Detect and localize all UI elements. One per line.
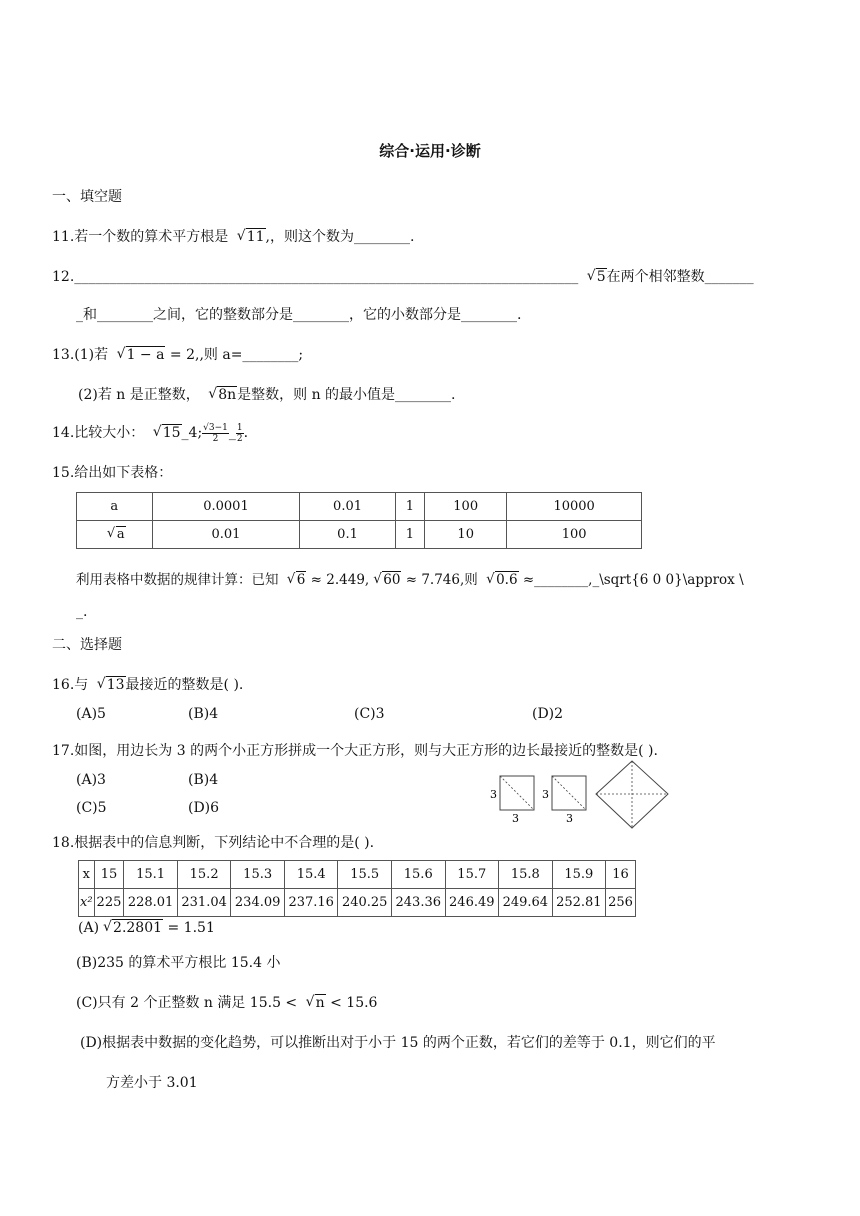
table-cell: 225: [94, 889, 124, 917]
q17-option-a[interactable]: (A)3: [76, 772, 106, 788]
question-14: [52, 422, 248, 444]
q12-line1-post: 在两个相邻整数_______: [606, 269, 754, 285]
question-12-line2: _和________之间，它的整数部分是________，它的小数部分是________.: [76, 307, 522, 323]
q18-option-d-line2: 方差小于 3.01: [106, 1075, 198, 1091]
table-cell: 0.0001: [152, 493, 300, 521]
q17-option-c[interactable]: (C)5: [76, 800, 107, 816]
table-cell: 15.8: [499, 861, 553, 889]
table-cell: 15.9: [552, 861, 606, 889]
q15-calc-line2: _.: [76, 604, 88, 620]
question-16: 16.与 √ 13最接近的整数是( ).: [52, 674, 243, 694]
q14-fraction-2: $\frac{1}{2}$: [236, 422, 243, 444]
question-13-part1: [52, 344, 303, 364]
fig-label-bottom-2: 3: [566, 812, 573, 825]
q18-optC-sqrt: √ n: [306, 995, 326, 1011]
table-cell: 231.04: [177, 889, 231, 917]
table-cell: 237.16: [284, 889, 338, 917]
question-13-part2: [78, 384, 456, 404]
q15-calc-pre: 利用表格中数据的规律计算：已知: [76, 572, 279, 588]
q13-p2-sqrt: √ 8n: [208, 387, 237, 403]
table-row: [77, 521, 642, 549]
question-11: [52, 226, 414, 246]
q13-p2-pre: (2)若 n 是正整数，: [78, 387, 200, 403]
table-cell: 15.4: [284, 861, 338, 889]
table-cell: a: [77, 493, 153, 521]
q18-option-a[interactable]: (A)√ 2.2801 = 1.51: [78, 920, 215, 936]
q13-p1-sqrt: √ 1 − a: [117, 347, 166, 363]
table-cell: 249.64: [499, 889, 553, 917]
q14-mid: _4;: [181, 425, 203, 441]
q16-option-d[interactable]: (D)2: [532, 706, 564, 722]
q16-sqrt: √ 13: [97, 677, 126, 693]
fig-label-bottom-1: 3: [512, 812, 519, 825]
q13-p1-pre: 13.(1)若: [52, 347, 109, 363]
table-cell: 15.3: [231, 861, 285, 889]
q14-sqrt: √ 15: [153, 425, 182, 441]
q13-p1-post: = 2,,则 a=________;: [165, 347, 304, 363]
q17-option-d[interactable]: (D)6: [188, 800, 220, 816]
q14-fraction-1: $\frac{√3-1}{2}$: [203, 422, 228, 444]
table-cell: 10000: [507, 493, 642, 521]
q18-option-c[interactable]: (C)只有 2 个正整数 n 满足 15.5 < √ n < 15.6: [76, 992, 377, 1012]
table-cell: x: [79, 861, 95, 889]
q16-option-a[interactable]: (A)5: [76, 706, 106, 722]
q17-option-b[interactable]: (B)4: [188, 772, 219, 788]
section-fill-heading: 一、填空题: [52, 189, 122, 205]
q15-sqrt-0.6: √ 0.6: [486, 572, 518, 588]
q18-option-d[interactable]: (D)根据表中数据的变化趋势，可以推断出对于小于 15 的两个正数，若它们的差等于 0.1，则它们的平: [80, 1035, 716, 1051]
section-choice-heading: 二、选择题: [52, 637, 122, 653]
q11-text-post: ,，则这个数为________.: [265, 229, 415, 245]
table-cell: √ a: [77, 521, 153, 549]
table-row: [79, 889, 636, 917]
q15-sqrt-60: √ 60: [373, 572, 401, 588]
fig-label-left-2: 3: [542, 788, 549, 801]
table-cell: 100: [507, 521, 642, 549]
question-12-line1: [52, 266, 754, 286]
table-cell: 246.49: [445, 889, 499, 917]
q15-sqrt-6: √ 6: [287, 572, 307, 588]
question-18: 18.根据表中的信息判断，下列结论中不合理的是( ).: [52, 835, 375, 851]
table-cell: 15: [94, 861, 124, 889]
table-cell: 10: [425, 521, 507, 549]
q17-squares-figure: [486, 758, 672, 830]
q14-end: .: [243, 425, 249, 441]
table-cell: 252.81: [552, 889, 606, 917]
table-cell: 15.6: [391, 861, 445, 889]
q12-blank-line: 12.________________________________________________________________________: [52, 269, 579, 285]
table-cell: 0.1: [300, 521, 395, 549]
question-15-intro: 15.给出如下表格：: [52, 465, 173, 481]
table-cell: 240.25: [338, 889, 392, 917]
table-cell: 16: [606, 861, 636, 889]
q16-option-b[interactable]: (B)4: [188, 706, 219, 722]
q15-table: [76, 492, 642, 549]
q15-calc-line: 利用表格中数据的规律计算：已知 √ 6 ≈ 2.449,√ 60 ≈ 7.746,则 √ 0.6 ≈________,_\sqrt{6 0 0}\approx \: [76, 568, 744, 588]
q16-option-c[interactable]: (C)3: [354, 706, 385, 722]
table-cell: 15.5: [338, 861, 392, 889]
table-cell: 15.2: [177, 861, 231, 889]
table-cell: 256: [606, 889, 636, 917]
q11-text-pre: 11.若一个数的算术平方根是: [52, 229, 229, 245]
q14-pre: 14.比较大小：: [52, 425, 145, 441]
q18-table: [78, 860, 636, 917]
table-row: [77, 493, 642, 521]
table-cell: 100: [425, 493, 507, 521]
q14-sep: _: [228, 425, 236, 441]
q13-p2-post: 是整数，则 n 的最小值是________.: [237, 387, 456, 403]
table-cell: 0.01: [300, 493, 395, 521]
q12-sqrt: √ 5: [587, 269, 607, 285]
question-17: 17.如图，用边长为 3 的两个小正方形拼成一个大正方形，则与大正方形的边长最接近的整数是( ).: [52, 743, 658, 759]
table-cell: 1: [395, 521, 425, 549]
q11-sqrt: √ 11: [237, 229, 266, 245]
table-cell: 15.1: [124, 861, 178, 889]
table-cell: x²: [79, 889, 95, 917]
q18-optA-sqrt: √ 2.2801: [103, 920, 163, 936]
fig-label-left-1: 3: [490, 788, 497, 801]
table-cell: 15.7: [445, 861, 499, 889]
table-cell: 243.36: [391, 889, 445, 917]
q18-option-b[interactable]: (B)235 的算术平方根比 15.4 小: [76, 955, 281, 971]
page-title: 综合·运用·诊断: [379, 142, 481, 160]
table-cell: 228.01: [124, 889, 178, 917]
table-cell: 1: [395, 493, 425, 521]
table-row: [79, 861, 636, 889]
table-cell: 234.09: [231, 889, 285, 917]
table-cell: 0.01: [152, 521, 300, 549]
